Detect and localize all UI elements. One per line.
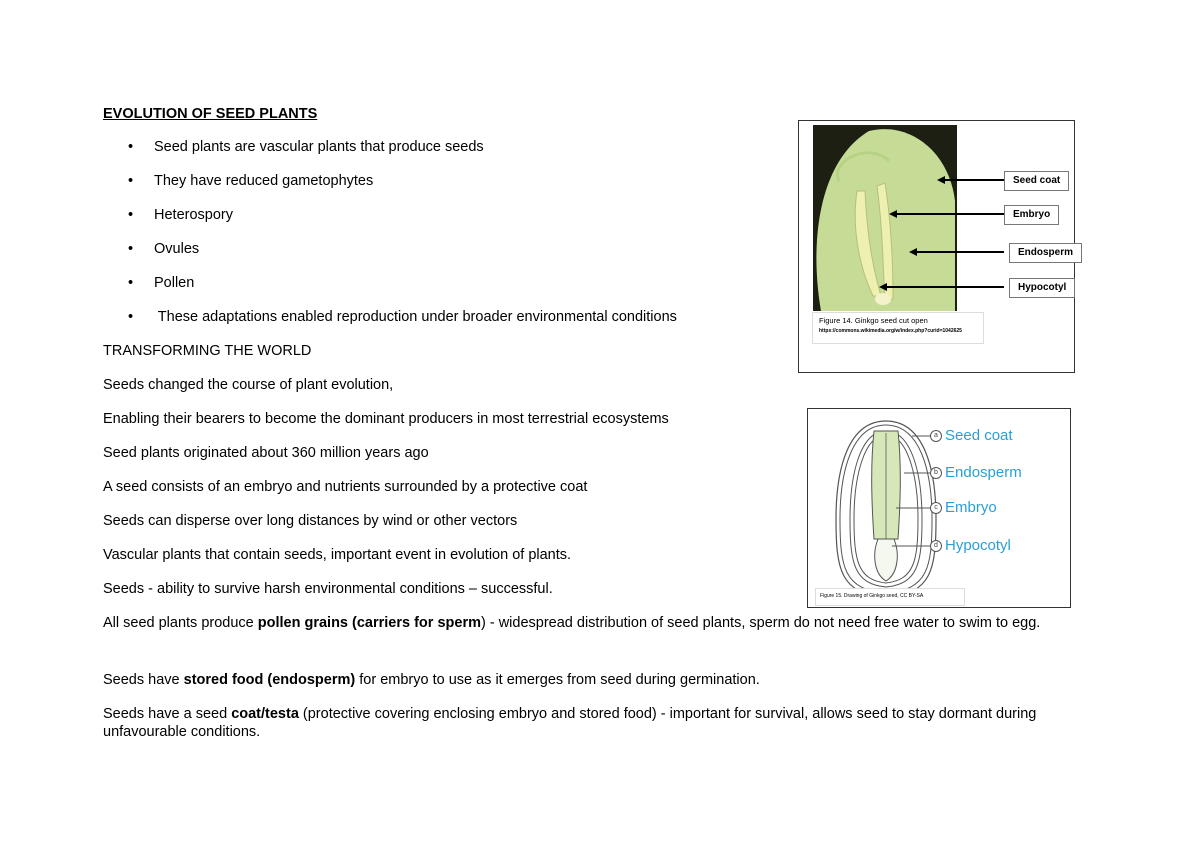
- text-run: Seeds have: [103, 672, 184, 688]
- paragraph-line: Enabling their bearers to become the dominant producers in most terrestrial ecosystems: [103, 411, 669, 427]
- letter-a: a: [930, 430, 942, 442]
- bold-term: pollen grains (carriers for sperm: [257, 615, 481, 631]
- label-hypocotyl: Hypocotyl: [945, 537, 1011, 554]
- paragraph-line: Seed plants originated about 360 million years ago: [103, 445, 429, 461]
- paragraph-food: [103, 671, 760, 689]
- list-item-text: Ovules: [154, 241, 200, 257]
- label-embryo: Embryo: [945, 499, 997, 516]
- text-run: Seeds have a seed: [103, 706, 232, 722]
- letter-d: d: [930, 540, 942, 552]
- subheading-transforming: TRANSFORMING THE WORLD: [103, 343, 312, 359]
- paragraph-line: Seeds changed the course of plant evolution,: [103, 377, 394, 393]
- list-item-text: These adaptations enabled reproduction under broader environmental conditions: [154, 309, 677, 325]
- figure-ginkgo-drawing: [807, 408, 1071, 608]
- label-seed-coat: Seed coat: [945, 427, 1013, 444]
- bullet-marker: •: [128, 309, 134, 325]
- caption-text: Figure 15. Drawing of Ginkgo seed, CC BY-SA: [820, 593, 924, 599]
- list-item-text: Heterospory: [154, 207, 233, 223]
- caption-url: https://commons.wikimedia.org/w/index.php?curid=1042625: [819, 328, 962, 334]
- list-item-text: Seed plants are vascular plants that produce seeds: [154, 139, 484, 155]
- label-hypocotyl: Hypocotyl: [1009, 278, 1075, 298]
- bullet-marker: •: [128, 207, 134, 223]
- figure-2-caption: [815, 588, 965, 606]
- section-heading: EVOLUTION OF SEED PLANTS: [103, 106, 318, 122]
- text-run: for embryo to use as it emerges from seed during germination.: [355, 672, 760, 688]
- bold-term: coat/testa: [231, 706, 299, 722]
- figure-1-caption: [812, 312, 984, 344]
- list-item-text: They have reduced gametophytes: [154, 173, 374, 189]
- bullet-marker: •: [128, 173, 134, 189]
- text-run: (protective covering enclosing embryo and stored food) - important for survival, allows seed to stay dormant during unfavourable conditions.: [103, 706, 1037, 740]
- text-run: All seed plants produce: [103, 615, 258, 631]
- paragraph-coat: [103, 705, 1088, 741]
- bullet-marker: •: [128, 241, 134, 257]
- label-seed-coat: Seed coat: [1004, 171, 1069, 191]
- paragraph-line: A seed consists of an embryo and nutrients surrounded by a protective coat: [103, 479, 588, 495]
- label-endosperm: Endosperm: [945, 464, 1022, 481]
- paragraph-pollen: [103, 614, 1088, 632]
- letter-b: b: [930, 467, 942, 479]
- paragraph-line: Seeds can disperse over long distances by wind or other vectors: [103, 513, 518, 529]
- text-run: ) - widespread distribution of seed plants, sperm do not need free water to swim to egg.: [480, 615, 1041, 631]
- letter-c: c: [930, 502, 942, 514]
- paragraph-line: Seeds - ability to survive harsh environmental conditions – successful.: [103, 581, 553, 597]
- bullet-marker: •: [128, 139, 134, 155]
- label-endosperm: Endosperm: [1009, 243, 1082, 263]
- label-embryo: Embryo: [1004, 205, 1059, 225]
- bullet-marker: •: [128, 275, 134, 291]
- list-item-text: Pollen: [154, 275, 195, 291]
- caption-text: Figure 14. Ginkgo seed cut open: [819, 316, 928, 325]
- bold-term: stored food (endosperm): [183, 672, 356, 688]
- paragraph-line: Vascular plants that contain seeds, important event in evolution of plants.: [103, 547, 572, 563]
